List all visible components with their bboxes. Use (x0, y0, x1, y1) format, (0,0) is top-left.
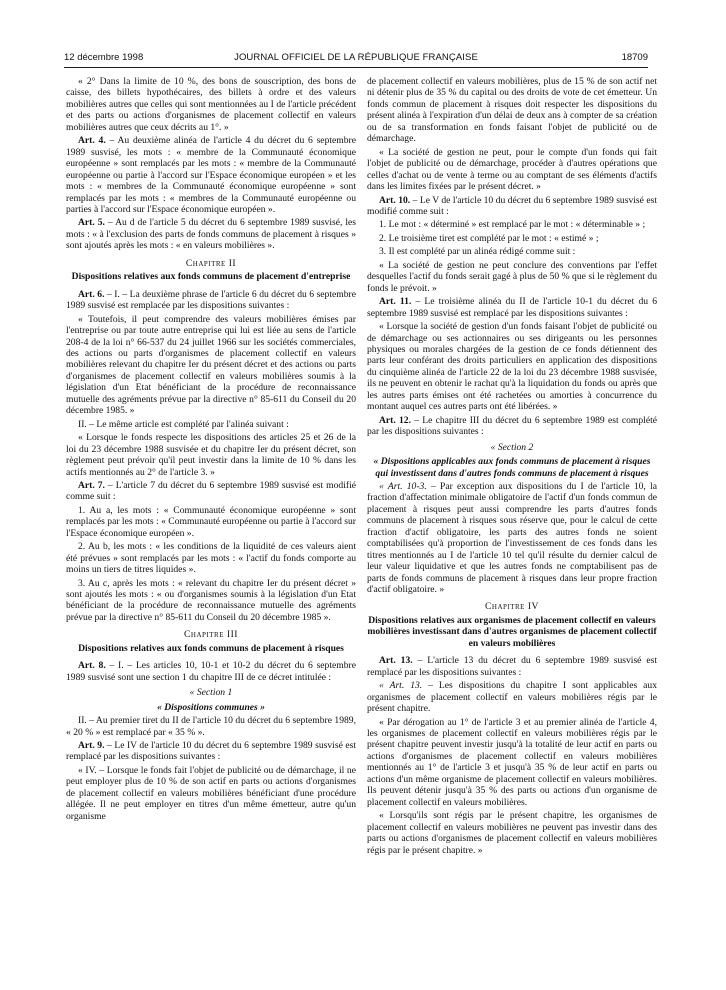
section-heading: « Section 1 (189, 687, 233, 699)
article-text: – Au d de l'article 5 du décret du 6 septembre 1989 susvisé, les mots : « à l'exclusion des parts de fonds communs de placement à risques » sont ajoutés après les mots : « en valeurs mobilières ». (66, 217, 357, 252)
header-page-number: 18709 (621, 52, 648, 63)
article-label: Art. 4. (78, 135, 106, 147)
article-10-3 (367, 481, 657, 596)
article-text: – I. – La deuxième phrase de l'article 6 du décret du 6 septembre 1989 susvisé est remplacée par les dispositions suivantes : (66, 288, 356, 312)
article-12 (367, 415, 657, 438)
section-heading: « Section 2 (490, 441, 534, 453)
article-text: – L'article 13 du décret du 6 septembre 1989 susvisé est remplacé par les dispositions suivantes : (367, 655, 658, 678)
paragraph-continued: de placement collectif en valeurs mobilières, plus de 15 % de son actif net ni détenir plus de 35 % du capital ou des droits de vote de cet émetteur. Un fonds commun de placement à risques doit respecter les dispositions du présent alinéa à l'expiration d'un délai de deux ans à compter de sa création ou de sa transformation en fonds faisant l'objet de publicité ou de démarchage. (367, 76, 657, 145)
right-column (367, 76, 657, 858)
article-label: Art. 8. (78, 660, 106, 672)
section-title: « Dispositions communes » (157, 701, 265, 713)
article-text: – Par exception aux dispositions du I de l'article 10, la fraction d'affectation minimale obligatoire de l'actif d'un fonds commun de placement à risques peut aussi comprendre les parts d'autres fonds communs de placement à risques sous réserve que, pour le calcul de cette fraction d'actif obligatoire, les parts des autres fonds ne soient comptabilisées qu'à proportion de l'investissement de ces fonds dans les titres mentionnés au I de l'article 10 tel qu'il résulte du dernier calcul de leur valeur liquidative et que les autres fonds ne comptabilisent pas de parts de fonds communs de placement à risques dans leur propre fraction d'actif obligatoire. » (367, 480, 657, 596)
quoted-paragraph: « IV. – Lorsque le fonds fait l'objet de publicité ou de démarchage, il ne peut employer plus de 10 % de son actif en parts ou actions d'organismes de placement collectif en valeurs mobilières bénéficiant d'une procédure allégée. Il ne peut employer en titres d'un même émetteur, autre qu'un organisme (66, 764, 356, 822)
article-text: – Le troisième alinéa du II de l'article 10-1 du décret du 6 septembre 1989 susvisé est remplacé par les dispositions suivantes : (367, 296, 657, 319)
paragraph: 1. Le mot : « déterminé » est remplacé par le mot : « déterminable » ; (379, 219, 646, 231)
chapter-heading: Chapitre IV (485, 601, 539, 613)
header-date: 12 décembre 1998 (64, 52, 144, 63)
article-label: Art. 5. (78, 217, 105, 229)
article-label: Art. 10. (379, 194, 411, 206)
paragraph: II. – Au premier tiret du II de l'article 10 du décret du 6 septembre 1989, « 20 % » est remplacé par « 35 % ». (66, 715, 356, 738)
article-label: Art. 13. (379, 655, 413, 667)
paragraph: 3. Au c, après les mots : « relevant du chapitre Ier du présent décret » sont ajoutés les mots : « ou d'organismes soumis à la législation d'un Etat bénéficiant de la procédure de reconnaissance mutuelle des agréments prévue par la directive n° 85-611 du Conseil du 20 décembre 1985 ». (66, 577, 356, 623)
article-10 (367, 195, 657, 218)
article-label: « Art. 13. (379, 680, 423, 692)
article-text: – Les dispositions du chapitre I sont applicables aux organismes de placement collectif en valeurs mobilières régis par le présent chapitre. (367, 680, 658, 715)
article-text: – Le IV de l'article 10 du décret du 6 septembre 1989 susvisé est remplacé par les dispositions suivantes : (66, 740, 357, 763)
paragraph: 2. Le troisième tiret est complété par le mot : « estimé » ; (379, 232, 599, 244)
page-header (64, 52, 648, 68)
article-text: – I. – Les articles 10, 10-1 et 10-2 du décret du 6 septembre 1989 susvisé sont une section 1 du chapitre III de ce décret intitulée : (66, 660, 356, 683)
article-label: « Art. 10-3. (379, 480, 427, 492)
article-9 (66, 740, 356, 763)
left-column (66, 76, 356, 824)
paragraph: 3. Il est complété par un alinéa rédigé comme suit : (379, 246, 576, 258)
quoted-paragraph: « La société de gestion ne peut, pour le compte d'un fonds qui fait l'objet de publicité ou de démarchage, procéder à d'autres opérations que celles d'achat ou de vente à terme ou au comptant de ses éléments d'actifs dans les limites fixées par le présent décret. » (367, 146, 657, 193)
article-13 (367, 655, 657, 678)
header-rule (64, 67, 648, 68)
paragraph: 1. Au a, les mots : « Communauté économique européenne » sont remplacés par les mots : « Communauté européenne ou partie à l'accord sur l'Espace économique européen ». (66, 504, 356, 539)
chapter-title: Dispositions relatives aux organismes de placement collectif en valeurs mobilières investissant dans d'autres organismes de placement collectif en valeurs mobilières (367, 614, 657, 649)
paragraph: II. – Le même article est complété par l'alinéa suivant : (78, 418, 289, 430)
article-8 (66, 660, 356, 683)
quoted-article-13 (367, 680, 657, 714)
article-label: Art. 6. (78, 288, 105, 300)
quoted-paragraph: « Lorsque le fonds respecte les dispositions des articles 25 et 26 de la loi du 23 décembre 1988 susvisée et du chapitre Ier du présent décret, son règlement peut prévoir qu'il peut investir dans la limite de 10 % dans les actifs mentionnés au 2° de l'article 3. » (66, 432, 356, 478)
article-4 (66, 135, 356, 215)
chapter-title: Dispositions relatives aux fonds communs de placement à risques (78, 642, 344, 654)
article-5 (66, 217, 356, 251)
chapter-heading: Chapitre III (184, 629, 238, 641)
article-6 (66, 289, 356, 312)
article-label: Art. 7. (78, 479, 105, 491)
article-11 (367, 296, 657, 319)
section-title: « Dispositions applicables aux fonds communs de placement à risques qui investissent dans d'autres fonds communs de placement à risques (373, 456, 651, 479)
article-text: – Le chapitre III du décret du 6 septembre 1989 est complété par les dispositions suivantes : (367, 414, 658, 438)
chapter-heading: Chapitre II (185, 257, 237, 269)
article-label: Art. 11. (379, 296, 412, 308)
quoted-paragraph: « Lorsqu'ils sont régis par le présent chapitre, les organismes de placement collectif en valeurs mobilières ne peuvent pas investir dans des parts ou actions d'organismes de placement collectif en valeurs mobilières régis par le présent chapitre. » (367, 810, 657, 856)
quoted-paragraph: « La société de gestion ne peut conclure des conventions par l'effet desquelles l'actif du fonds serait gagé à plus de 50 % que si le règlement du fonds le prévoit. » (367, 259, 657, 294)
paragraph: 2. Au b, les mots : « les conditions de la liquidité de ces valeurs aient été prévues » sont remplacés par les mots : « l'actif du fonds comporte au moins un tiers de titres liquides ». (66, 541, 356, 576)
chapter-title: Dispositions relatives aux fonds communs de placement d'entreprise (71, 271, 351, 283)
article-text: – Le V de l'article 10 du décret du 6 septembre 1989 susvisé est modifié comme suit : (367, 194, 657, 217)
header-journal-title: JOURNAL OFFICIEL DE LA RÉPUBLIQUE FRANÇAISE (234, 52, 478, 63)
quoted-paragraph: « Toutefois, il peut comprendre des valeurs mobilières émises par l'entreprise ou par toute autre entreprise qui lui est liée au sens de l'article 208-4 de la loi n° 66-537 du 24 juillet 1966 sur les sociétés commerciales, des actions ou parts d'organismes de placement collectif en valeurs mobilières relevant du chapitre Ier du présent décret et des actions ou parts d'organismes de placement collectif en valeurs mobilières soumis à la législation d'un Etat bénéficiant de la procédure de reconnaissance mutuelle des agréments prévue par la directive n° 85-611 du Conseil du 20 décembre 1985. » (66, 313, 356, 417)
article-text: – L'article 7 du décret du 6 septembre 1989 susvisé est modifié comme suit : (66, 479, 356, 503)
quoted-paragraph: « Lorsque la société de gestion d'un fonds faisant l'objet de publicité ou de démarchage ou ses actionnaires ou ses dirigeants ou les personnes physiques ou morales chargées de la gestion de ce fonds détiennent des parts leur conférant des droits particuliers en application des dispositions du cinquième alinéa de l'article 22 de la loi du 23 décembre 1988 susvisée, ils ne peuvent en obtenir le rachat qu'à la liquidation du fonds ou après que les autres parts émises ont été rachetées ou amorties à concurrence du montant auquel ces autres parts ont été libérées. » (367, 321, 657, 413)
article-text: – Au deuxième alinéa de l'article 4 du décret du 6 septembre 1989 susvisé, les mots : « membre de la Communauté économique européenne » sont remplacés par les mots : « membre de la Communauté européenne ou partie à l'accord sur l'Espace économique européen » et les mots : « membres de la Communauté économique européenne » sont remplacés par les mots : « membres de la Communauté européenne ou parties à l'accord sur l'Espace économique européen ». (66, 135, 356, 215)
paragraph: « 2° Dans la limite de 10 %, des bons de souscription, des bons de caisse, des billets hypothécaires, des billets à ordre et des valeurs mobilières autres que celles qui sont mentionnées au I de l'article précédent et des parts ou actions d'organismes de placement collectif en valeurs mobilières autres que ceux décrits au 1°. » (66, 76, 356, 133)
article-label: Art. 12. (379, 414, 412, 426)
quoted-paragraph: « Par dérogation au 1° de l'article 3 et au premier alinéa de l'article 4, les organismes de placement collectif en valeurs mobilières régis par le présent chapitre peuvent investir jusqu'à la totalité de leur actif en parts ou actions d'organismes de placement collectif en valeurs mobilières mentionnés au 1° de l'article 3 et jusqu'à 35 % de leur actif en parts ou actions d'un même organisme de placement collectif en valeurs mobilières. Ils peuvent détenir jusqu'à 35 % des parts ou actions d'un organisme de placement collectif en valeurs mobilières. (367, 716, 657, 808)
article-7 (66, 480, 356, 503)
article-label: Art. 9. (78, 740, 105, 752)
